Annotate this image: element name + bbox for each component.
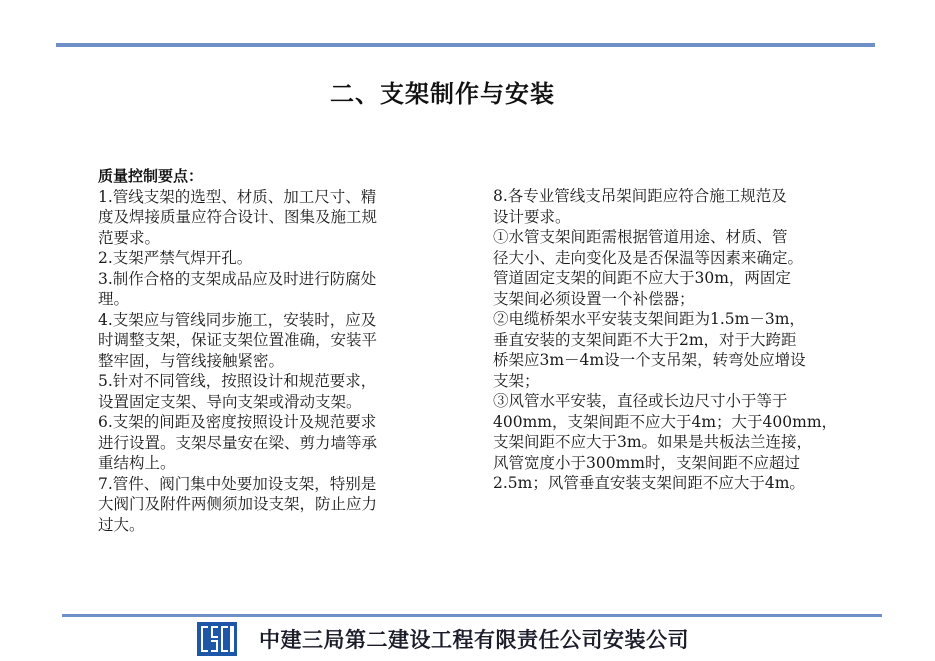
left-text-block: [98, 187, 428, 536]
text-line: 风管宽度小于300mm时，支架间距不应超过: [493, 453, 800, 472]
text-line: ③风管水平安装，直径或长边尺寸小于等于: [493, 392, 788, 410]
text-line: 垂直安装的支架间距不大于2m，对于大跨距: [493, 330, 797, 349]
text-line: 进行设置。支架尽量安在梁、剪力墙等承: [98, 433, 378, 452]
text-line: 度及焊接质量应符合设计、图集及施工规: [98, 208, 378, 226]
text-line: 设计要求。: [493, 207, 571, 226]
text-line: 径大小、走向变化及是否保温等因素来确定。: [493, 248, 804, 267]
text-line: 1.管线支架的选型、材质、加工尺寸、精: [98, 187, 377, 206]
text-line: 大阀门及附件两侧须加设支架，防止应力: [98, 495, 378, 513]
text-line: 400mm，支架间距不应大于4m；大于400mm，: [493, 412, 838, 431]
footer: [197, 621, 689, 657]
text-line: 2.支架严禁气焊开孔。: [98, 249, 253, 267]
text-line: ②电缆桥架水平安装支架间距为1.5m－3m，: [493, 310, 805, 328]
text-line: ①水管支架间距需根据管道用途、材质、管: [493, 228, 788, 246]
text-line: 理。: [98, 290, 130, 308]
text-line: 7.管件、阀门集中处要加设支架，特别是: [98, 474, 377, 493]
text-line: 8.各专业管线支吊架间距应符合施工规范及: [493, 187, 787, 205]
text-line: 范要求。: [98, 228, 161, 247]
text-line: 管道固定支架的间距不应大于30m，两固定: [493, 269, 791, 287]
cscec-logo-icon: [197, 622, 237, 656]
text-line: 5.针对不同管线，按照设计和规范要求，: [98, 372, 377, 390]
text-line: 设置固定支架、导向支架或滑动支架。: [98, 392, 362, 411]
text-line: 时调整支架，保证支架位置准确，安装平: [98, 331, 378, 349]
right-column: [493, 186, 853, 494]
text-line: 支架间距不应大于3m。如果是共板法兰连接，: [493, 433, 813, 451]
text-line: 支架间必须设置一个补偿器；: [493, 289, 695, 308]
text-line: 6.支架的间距及密度按照设计及规范要求: [98, 413, 377, 431]
left-column: [98, 166, 428, 535]
text-line: 重结构上。: [98, 454, 176, 472]
text-line: 支架；: [493, 371, 540, 390]
top-divider: [56, 43, 875, 47]
text-line: 桥架应3m－4m设一个支吊架，转弯处应增设: [493, 351, 806, 369]
text-line: 4.支架应与管线同步施工，安装时，应及: [98, 310, 377, 329]
right-text-block: [493, 186, 853, 494]
text-line: 过大。: [98, 515, 145, 534]
company-name: 中建三局第二建设工程有限责任公司安装公司: [259, 628, 689, 652]
page-title: 二、支架制作与安装: [330, 80, 555, 108]
text-line: 3.制作合格的支架成品应及时进行防腐处: [98, 269, 377, 288]
text-line: 整牢固，与管线接触紧密。: [98, 351, 285, 370]
text-line: 2.5m；风管垂直安装支架间距不应大于4m。: [493, 474, 805, 492]
quality-points-heading: 质量控制要点：: [98, 167, 204, 185]
bottom-divider: [62, 614, 882, 617]
